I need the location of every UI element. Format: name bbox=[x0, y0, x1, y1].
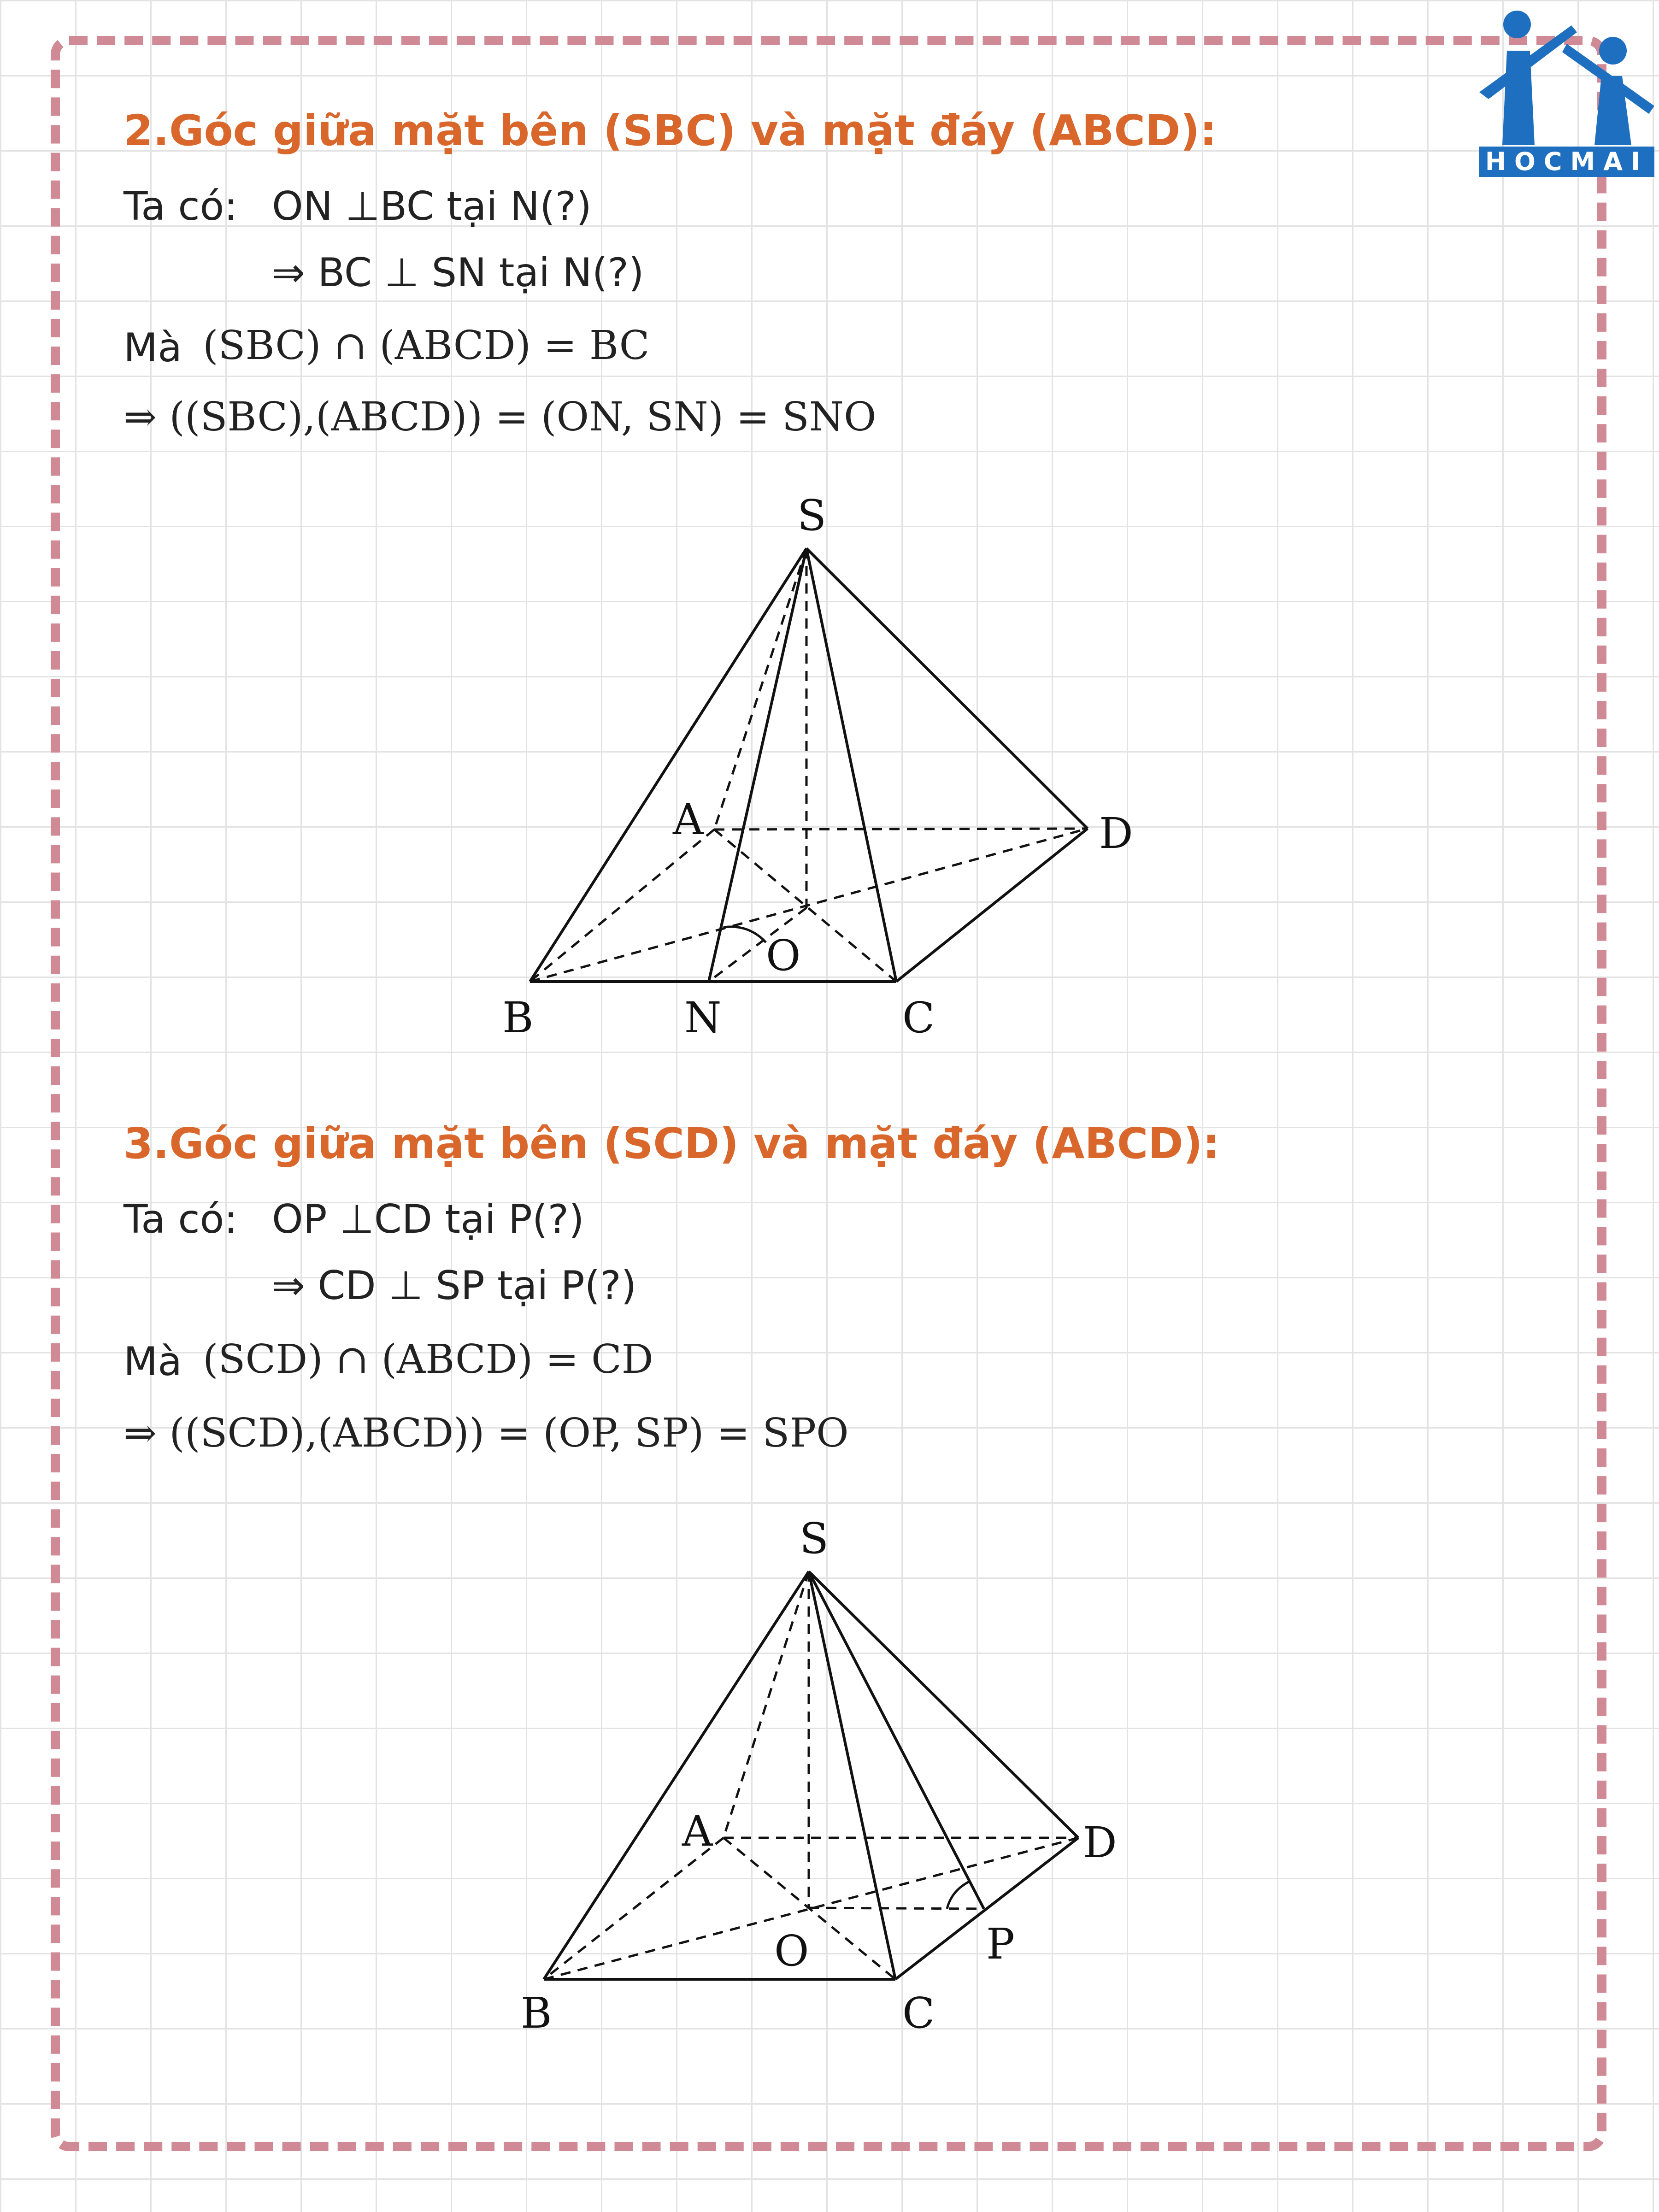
section2-line2: ⇒ BC ⊥ SN tại N(?) bbox=[272, 250, 644, 296]
section3-heading: 3.Góc giữa mặt bên (SCD) và mặt đáy (ABCD): bbox=[124, 1119, 1220, 1168]
label-n: N bbox=[684, 993, 722, 1042]
label-a: A bbox=[673, 795, 704, 844]
section2-line4: ⇒ ((SBC),(ABCD)) = (ON, SN) = SNO bbox=[124, 394, 877, 440]
section3-line4: ⇒ ((SCD),(ABCD)) = (OP, SP) = SPO bbox=[124, 1410, 849, 1456]
section3-line1: OP ⊥CD tại P(?) bbox=[272, 1196, 584, 1242]
section3-line3: (SCD) ∩ (ABCD) = CD bbox=[203, 1336, 653, 1382]
pyramid-figure-scd bbox=[484, 1507, 1175, 2051]
label-c: C bbox=[902, 993, 935, 1042]
label-p: P bbox=[986, 1919, 1015, 1969]
section3-ma: Mà bbox=[124, 1339, 182, 1385]
label-b: B bbox=[521, 1988, 552, 2038]
label-d: D bbox=[1083, 1818, 1117, 1867]
logo-text: HOCMAI bbox=[1479, 147, 1654, 177]
pyramid-figure-sbc bbox=[484, 484, 1175, 1065]
section2-ma: Mà bbox=[124, 325, 182, 371]
label-o: O bbox=[774, 1926, 809, 1976]
section2-heading: 2.Góc giữa mặt bên (SBC) và mặt đáy (ABCD): bbox=[124, 106, 1217, 155]
label-s: S bbox=[797, 491, 827, 540]
label-a: A bbox=[682, 1806, 713, 1856]
section2-taco: Ta có: bbox=[124, 183, 238, 229]
section2-line3: (SBC) ∩ (ABCD) = BC bbox=[203, 323, 650, 369]
label-o: O bbox=[766, 931, 801, 980]
label-s: S bbox=[800, 1514, 829, 1563]
label-c: C bbox=[902, 1988, 935, 2038]
label-b: B bbox=[502, 993, 534, 1042]
section3-line2: ⇒ CD ⊥ SP tại P(?) bbox=[272, 1263, 637, 1309]
section2-line1: ON ⊥BC tại N(?) bbox=[272, 183, 592, 229]
label-d: D bbox=[1099, 809, 1133, 858]
section3-taco: Ta có: bbox=[124, 1196, 238, 1242]
